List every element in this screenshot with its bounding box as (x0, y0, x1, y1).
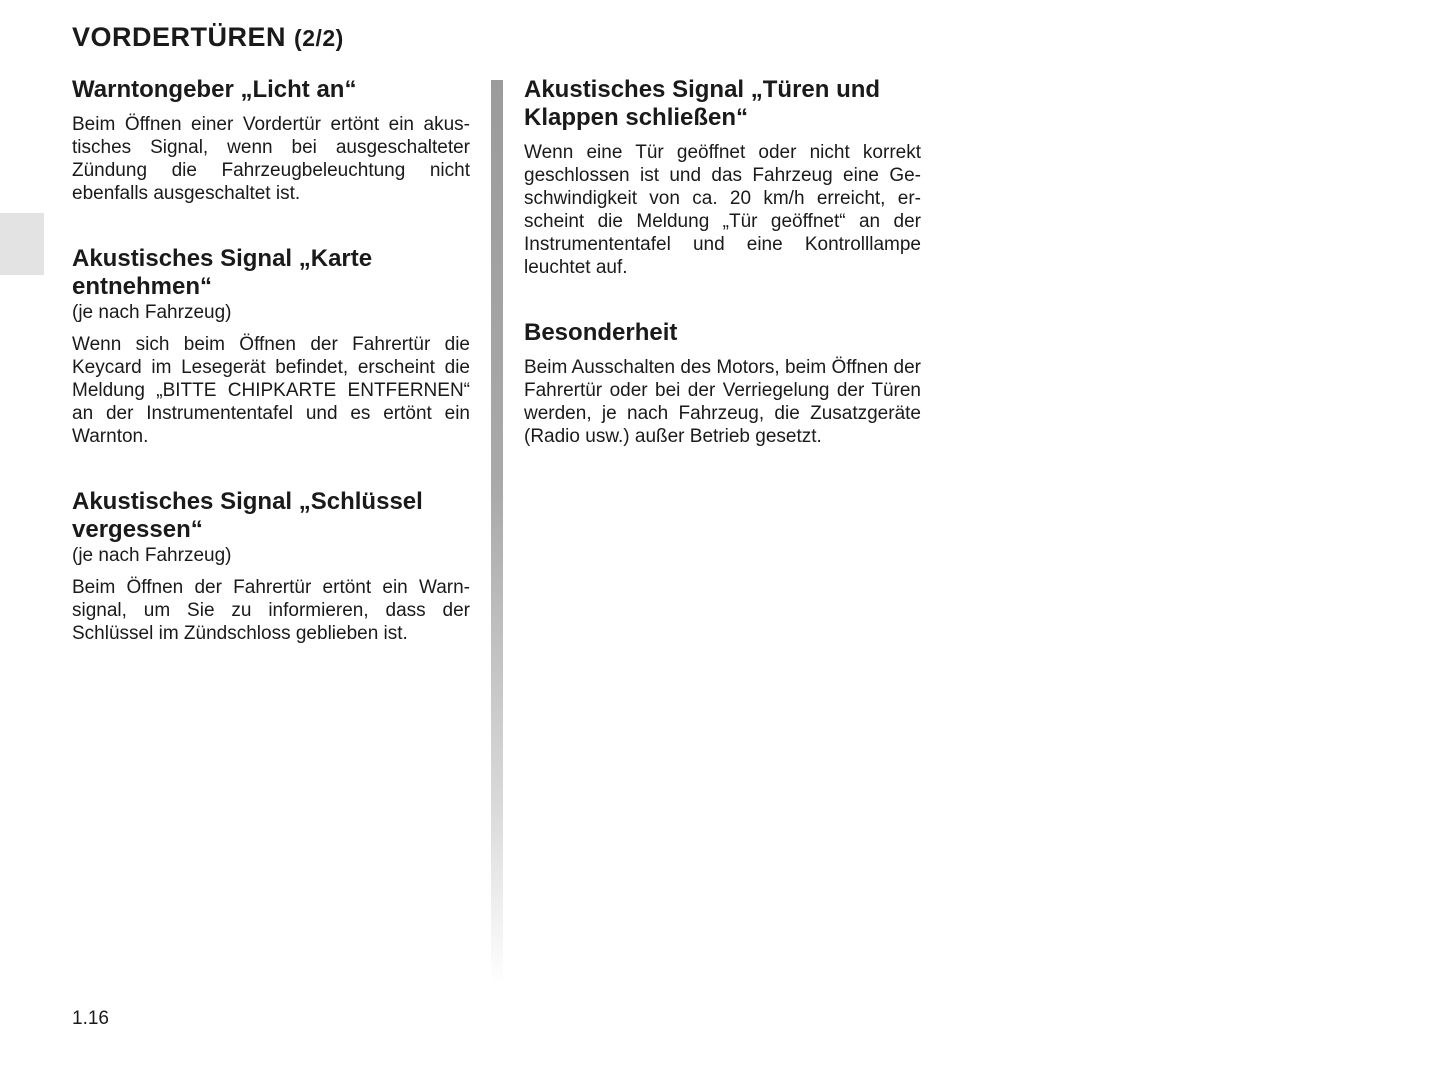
section-heading: Akustisches Signal „Schlüssel vergessen“ (72, 488, 423, 543)
page-number: 1.16 (72, 1008, 109, 1029)
chapter-tab-marker (0, 213, 44, 275)
section-body: Wenn sich beim Öffnen der Fahrertür die Keycard im Lesegerät befindet, erscheint die Meldung „BITTE CHIPKARTE ENTFERNEN“ an der Instrumententafel und es ertönt ein Warnton. (72, 334, 470, 447)
section-schluessel-vergessen (72, 488, 470, 645)
page-title (72, 22, 344, 53)
left-column (72, 76, 470, 645)
section-besonderheit (524, 319, 921, 448)
section-heading: Akustisches Signal „Türen und Klappen schließen“ (524, 76, 881, 131)
page-title-part: (2/2) (294, 25, 344, 51)
section-body: Beim Öffnen einer Vordertür ertönt ein akustisches Signal, wenn bei ausgeschalteter Zündung die Fahrzeugbeleuchtung nicht ebenfalls ausgeschaltet ist. (72, 114, 470, 204)
section-body: Wenn eine Tür geöffnet oder nicht korrekt geschlossen ist und das Fahrzeug eine Geschwindigkeit von ca. 20 km/h erreicht, erscheint die Meldung „Tür geöffnet“ an der Instrumententafel und eine Kontrolllampe leuchtet auf. (524, 142, 921, 278)
section-body: Beim Ausschalten des Motors, beim Öffnen der Fahrertür oder bei der Verriegelung der Türen werden, je nach Fahrzeug, die Zusatzgeräte (Radio usw.) außer Betrieb gesetzt. (524, 357, 921, 447)
section-note: (je nach Fahrzeug) (72, 545, 232, 566)
section-note: (je nach Fahrzeug) (72, 302, 232, 323)
right-column (524, 76, 921, 448)
section-heading: Besonderheit (524, 319, 678, 346)
section-tueren-schliessen (524, 76, 921, 279)
section-licht-an (72, 76, 470, 205)
section-heading: Warntongeber „Licht an“ (72, 76, 357, 103)
section-karte-entnehmen (72, 245, 470, 448)
section-heading: Akustisches Signal „Karte entnehmen“ (72, 245, 373, 300)
page-title-text: VORDERTÜREN (72, 22, 287, 52)
section-body: Beim Öffnen der Fahrertür ertönt ein Warnsignal, um Sie zu informieren, dass der Schlüssel im Zündschloss geblieben ist. (72, 577, 470, 644)
column-divider (491, 80, 503, 985)
